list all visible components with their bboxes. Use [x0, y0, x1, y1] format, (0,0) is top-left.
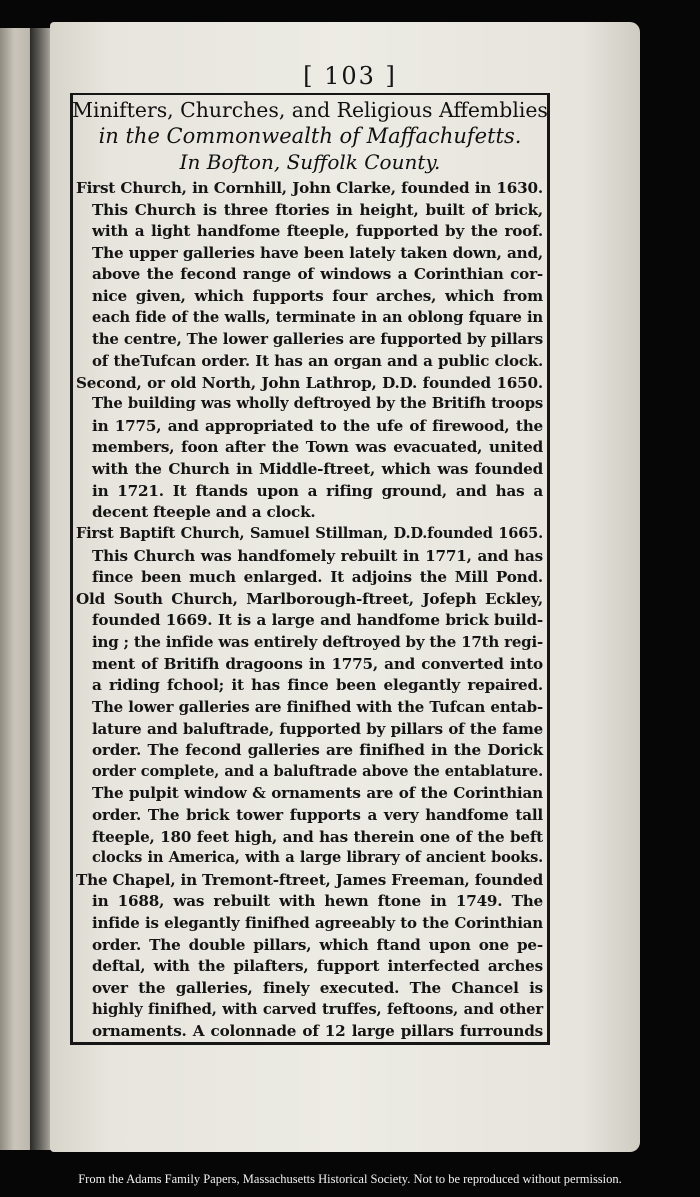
text-line: fteeple, 180 feet high, and has therein one of the beft: [92, 827, 543, 846]
text-line: in 1775, and appropriated to the ufe of firewood, the: [92, 416, 543, 435]
entry-first-line: First Baptift Church, Samuel Stillman, D.D.founded 1665.: [76, 524, 543, 542]
text-line: order. The double pillars, which ftand upon one pe-: [92, 935, 543, 954]
text-line: highly finifhed, with carved truffes, feftoons, and other: [92, 1000, 543, 1018]
heading-line-2: in the Commonwealth of Maffachufetts.: [98, 124, 522, 148]
text-line: decent fteeple and a clock.: [92, 503, 316, 522]
text-line: order complete, and a baluftrade above the entablature.: [92, 762, 543, 780]
entry-first-line: Old South Church, Marlborough-ftreet, Jofeph Eckley,: [76, 589, 543, 608]
text-line: each fide of the walls, terminate in an oblong fquare in: [92, 308, 543, 326]
text-line: deftal, with the pilafters, fupport interfected arches: [92, 957, 543, 976]
text-line: order. The brick tower fupports a very handfome tall: [92, 805, 543, 824]
text-line: order. The fecond galleries are finifhed in the Dorick: [92, 741, 543, 760]
text-line: of theTufcan order. It has an organ and a public clock.: [92, 351, 543, 370]
copyright-footer: From the Adams Family Papers, Massachusetts Historical Society. Not to be reproduced without permission.: [78, 1172, 622, 1186]
text-line: founded 1669. It is a large and handfome brick build-: [92, 611, 543, 630]
entry-first-line: First Church, in Cornhill, John Clarke, founded in 1630.: [76, 179, 543, 197]
text-line: members, foon after the Town was evacuated, united: [92, 438, 543, 457]
text-line: fince been much enlarged. It adjoins the Mill Pond.: [92, 568, 543, 587]
text-line: lature and baluftrade, fupported by pillars of the fame: [92, 719, 543, 738]
text-line: a riding fchool; it has fince been elegantly repaired.: [92, 676, 543, 695]
entry-first-line: The Chapel, in Tremont-ftreet, James Freeman, founded: [76, 870, 543, 889]
text-line: This Church is three ftories in height, built of brick,: [92, 200, 543, 219]
text-line: in 1688, was rebuilt with hewn ftone in 1749. The: [92, 892, 543, 911]
text-line: clocks in America, with a large library of ancient books.: [92, 849, 543, 867]
heading-line-1: Minifters, Churches, and Religious Affemblies: [72, 98, 548, 122]
text-line: with the Church in Middle-ftreet, which was founded: [92, 460, 543, 479]
text-line: This Church was handfomely rebuilt in 1771, and has: [92, 546, 543, 565]
text-line: The building was wholly deftroyed by the Britifh troops: [92, 395, 543, 413]
text-line: ment of Britifh dragoons in 1775, and converted into: [92, 654, 543, 673]
text-line: ornaments. A colonnade of 12 large pillars furrounds: [92, 1022, 543, 1041]
text-line: The pulpit window & ornaments are of the Corinthian: [92, 784, 543, 803]
text-line: The upper galleries have been lately taken down, and,: [92, 243, 543, 262]
text-line: the centre, The lower galleries are fupported by pillars: [92, 330, 543, 349]
page-number: [ 103 ]: [303, 62, 397, 90]
text-line: in 1721. It ftands upon a rifing ground, and has a: [92, 481, 543, 500]
text-line: The lower galleries are finifhed with the Tufcan entab-: [92, 697, 543, 716]
entry-first-line: Second, or old North, John Lathrop, D.D. founded 1650.: [76, 373, 543, 392]
text-line: nice given, which fupports four arches, which from: [92, 287, 543, 306]
text-line: over the galleries, finely executed. The Chancel is: [92, 978, 543, 997]
heading-line-3: In Bofton, Suffolk County.: [179, 150, 441, 174]
text-line: with a light handfome fteeple, fupported by the roof.: [92, 222, 543, 241]
text-line: infide is elegantly finifhed agreeably to the Corinthian: [92, 914, 543, 933]
text-line: above the fecond range of windows a Corinthian cor-: [92, 265, 543, 284]
text-line: ing ; the infide was entirely deftroyed by the 17th regi-: [92, 633, 543, 652]
